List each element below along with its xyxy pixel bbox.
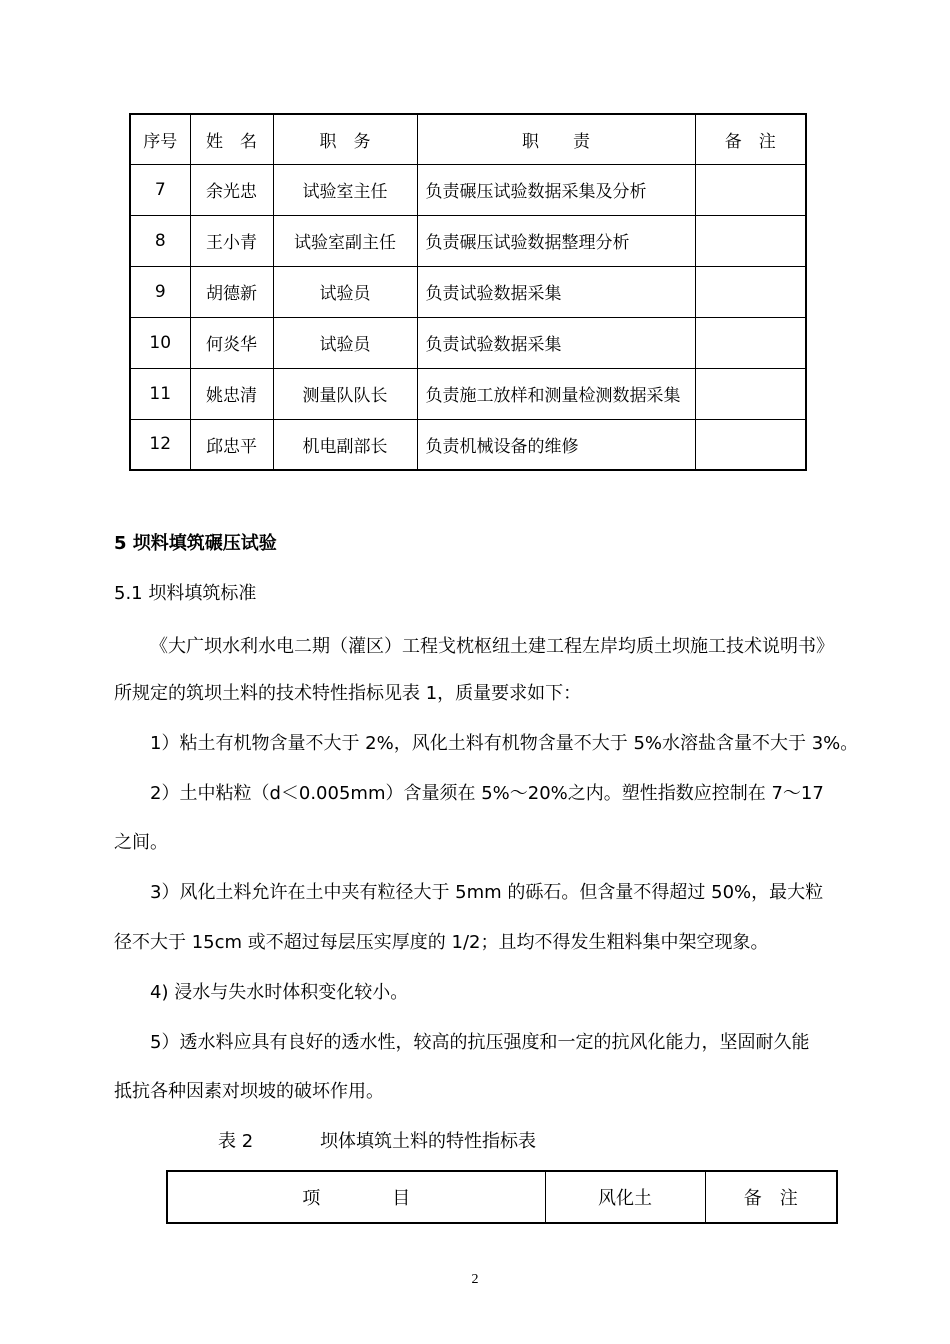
cell-name: 余光忠 [190, 164, 273, 215]
table-row [130, 266, 806, 317]
cell-index: 7 [130, 164, 190, 215]
cell-remark [695, 215, 806, 266]
paragraph-line: 之间。 [114, 832, 168, 853]
requirement-item: 4) 浸水与失水时体积变化较小。 [150, 982, 409, 1003]
cell-duty: 负责碾压试验数据采集及分析 [417, 164, 695, 215]
cell-duty: 负责试验数据采集 [417, 317, 695, 368]
table-row [130, 215, 806, 266]
header-index: 序号 [130, 114, 190, 164]
table-header-row [130, 114, 806, 164]
header-remark: 备 注 [705, 1171, 837, 1223]
personnel-table [129, 113, 807, 471]
header-item: 项 目 [167, 1171, 545, 1223]
cell-remark [695, 266, 806, 317]
paragraph-line: 径不大于 15cm 或不超过每层压实厚度的 1/2；且均不得发生粗料集中架空现象。 [114, 932, 769, 953]
cell-duty: 负责试验数据采集 [417, 266, 695, 317]
requirement-item: 5）透水料应具有良好的透水性，较高的抗压强度和一定的抗风化能力，坚固耐久能 [150, 1032, 810, 1053]
cell-name: 胡德新 [190, 266, 273, 317]
cell-duty: 负责机械设备的维修 [417, 419, 695, 470]
cell-position: 试验室副主任 [273, 215, 417, 266]
cell-remark [695, 317, 806, 368]
header-name: 姓 名 [190, 114, 273, 164]
cell-position: 试验室主任 [273, 164, 417, 215]
table-header-row [167, 1171, 837, 1223]
cell-position: 试验员 [273, 266, 417, 317]
header-remark: 备 注 [695, 114, 806, 164]
cell-name: 邱忠平 [190, 419, 273, 470]
cell-duty: 负责碾压试验数据整理分析 [417, 215, 695, 266]
cell-duty: 负责施工放样和测量检测数据采集 [417, 368, 695, 419]
requirement-item: 1）粘土有机物含量不大于 2%，风化土料有机物含量不大于 5%水溶盐含量不大于 3%。 [150, 733, 859, 754]
cell-index: 12 [130, 419, 190, 470]
cell-name: 姚忠清 [190, 368, 273, 419]
cell-index: 10 [130, 317, 190, 368]
paragraph-line: 《大广坝水利水电二期（灌区）工程戈枕枢纽土建工程左岸均质土坝施工技术说明书》 [150, 636, 834, 657]
cell-position: 试验员 [273, 317, 417, 368]
cell-remark [695, 368, 806, 419]
cell-name: 王小青 [190, 215, 273, 266]
cell-name: 何炎华 [190, 317, 273, 368]
soil-properties-table [166, 1170, 838, 1224]
table-row [130, 419, 806, 470]
table-row [130, 368, 806, 419]
cell-remark [695, 164, 806, 215]
cell-position: 测量队队长 [273, 368, 417, 419]
requirement-item: 3）风化土料允许在土中夹有粒径大于 5mm 的砾石。但含量不得超过 50%，最大粒 [150, 882, 824, 903]
header-position: 职 务 [273, 114, 417, 164]
cell-index: 8 [130, 215, 190, 266]
page-number: 2 [471, 1272, 479, 1287]
cell-position: 机电副部长 [273, 419, 417, 470]
requirement-item: 2）土中粘粒（d＜0.005mm）含量须在 5%～20%之内。塑性指数应控制在 7～17 [150, 783, 824, 804]
table-row [130, 317, 806, 368]
section-heading: 5 坝料填筑碾压试验 [114, 533, 277, 554]
cell-index: 9 [130, 266, 190, 317]
paragraph-line: 抵抗各种因素对坝坡的破坏作用。 [114, 1081, 384, 1102]
table-caption-label: 表 2 [218, 1131, 254, 1152]
cell-index: 11 [130, 368, 190, 419]
header-weathered-soil: 风化土 [545, 1171, 705, 1223]
table-caption-title: 坝体填筑土料的特性指标表 [320, 1131, 536, 1152]
cell-remark [695, 419, 806, 470]
header-duty: 职 责 [417, 114, 695, 164]
sub-heading: 5.1 坝料填筑标准 [114, 583, 257, 604]
paragraph-line: 所规定的筑坝土料的技术特性指标见表 1，质量要求如下： [114, 683, 582, 704]
table-row [130, 164, 806, 215]
